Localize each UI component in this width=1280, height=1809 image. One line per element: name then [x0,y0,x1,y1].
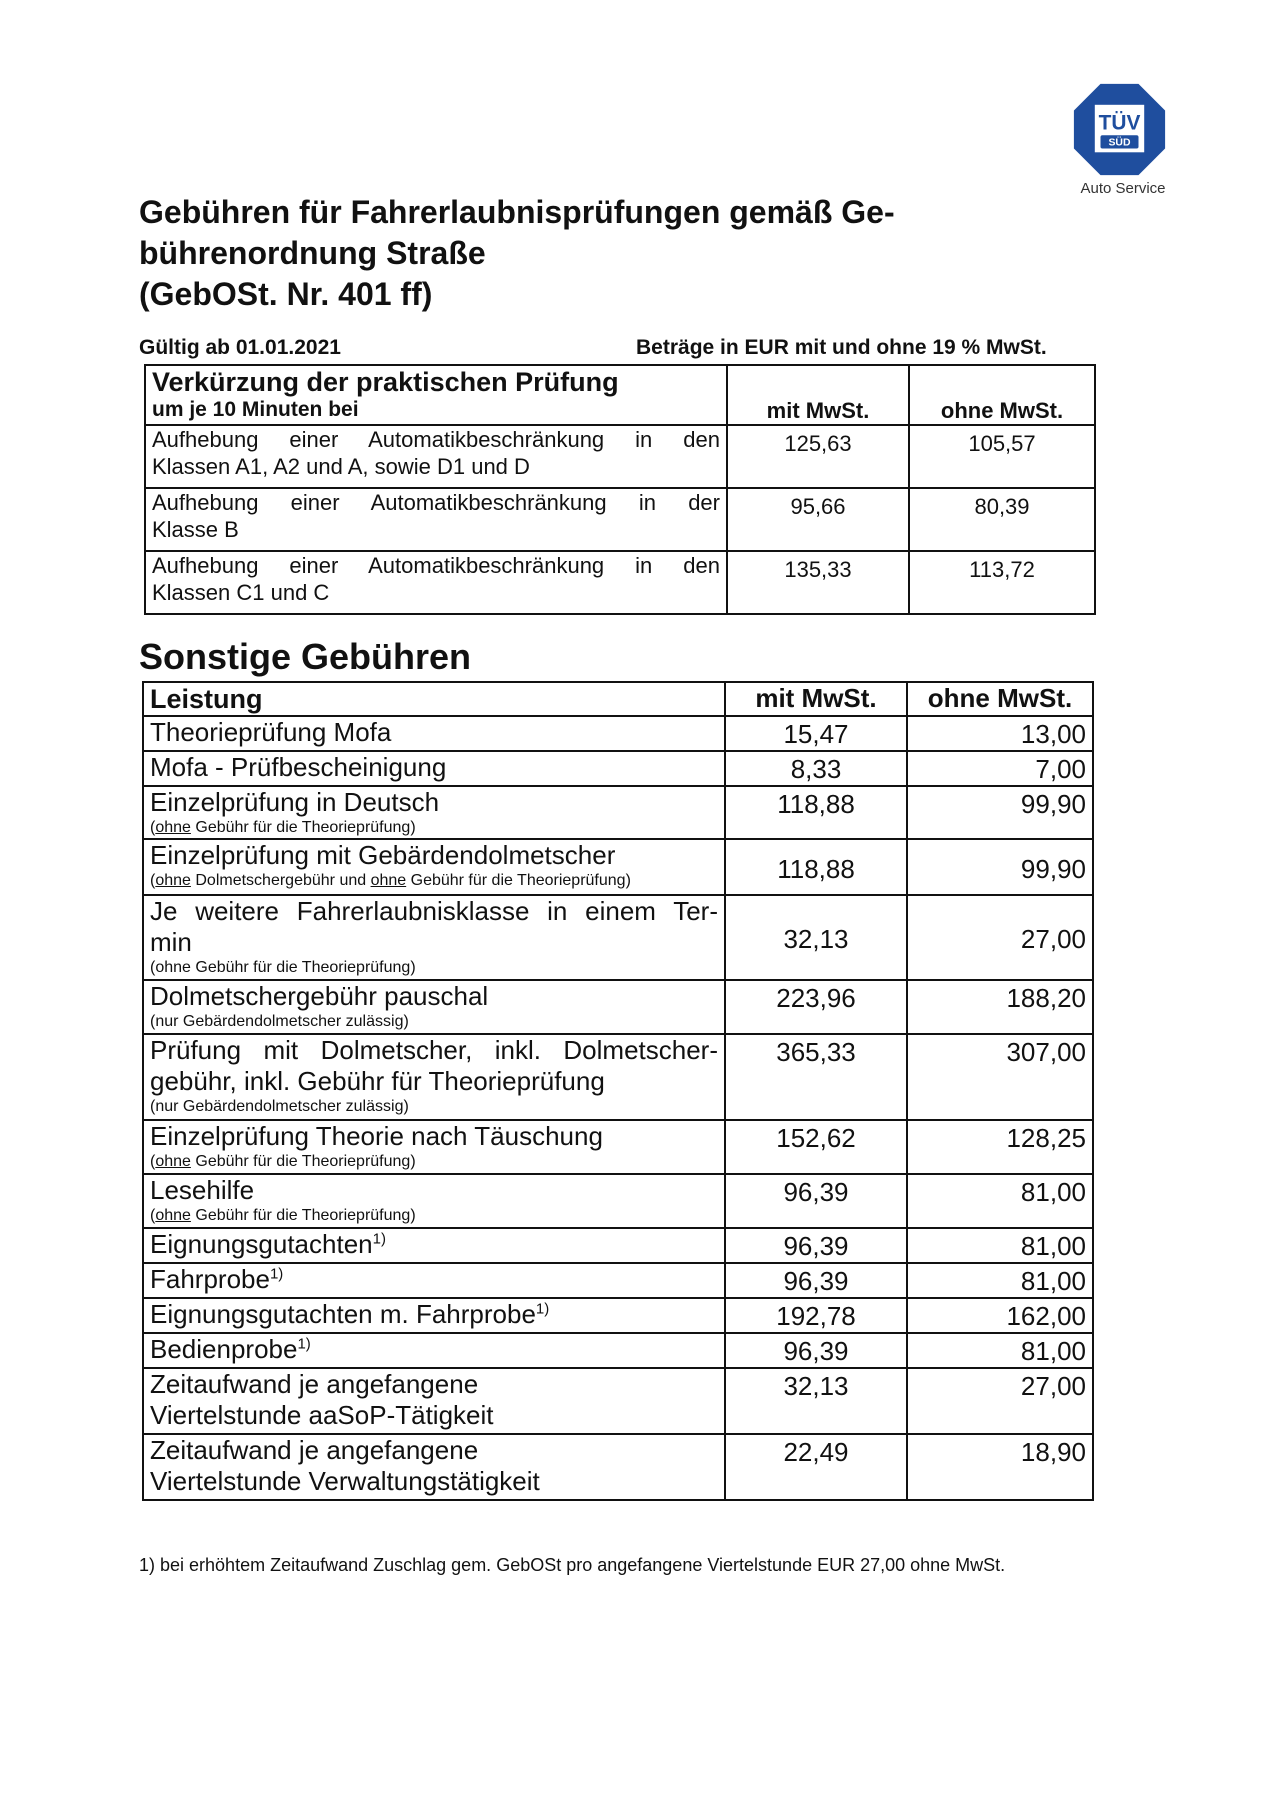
col-without: ohne MwSt. [907,682,1093,716]
price-with-vat: 125,63 [727,425,909,488]
service-label-line-2: min [150,927,192,957]
row-label-line-2: Klassen A1, A2 und A, sowie D1 und D [152,454,530,479]
other-fees-table [142,681,1094,1501]
service-label: Eignungsgutachten [150,1229,373,1259]
price-without-vat: 113,72 [909,551,1095,614]
price-without-vat: 13,00 [907,716,1093,751]
price-with-vat: 96,39 [725,1174,907,1228]
service-cell [143,895,725,980]
table1-col-without: ohne MwSt. [909,365,1095,425]
service-label: Mofa - Prüfbescheinigung [143,751,725,786]
note-text-2: Gebühr für die Theorieprüfung) [406,872,631,889]
logo-text-sud: SÜD [1108,137,1131,149]
footnote-ref: 1) [269,1265,284,1283]
price-without-vat: 27,00 [907,1368,1093,1434]
service-label-line-1: Zeitaufwand je angefangene [150,1369,479,1399]
table-row [143,1034,1093,1120]
row-label [145,551,727,614]
footnote-ref: 1) [535,1300,550,1318]
service-cell [143,1174,725,1228]
service-label-line-1: Zeitaufwand je angefangene [150,1435,479,1465]
service-label-line-2: Viertelstunde Verwaltungstätigkeit [150,1466,540,1496]
footnote-ref: 1) [297,1335,311,1353]
note-ohne: ohne [155,819,191,836]
table1-subheading: um je 10 Minuten bei [152,398,359,421]
price-without-vat: 81,00 [907,1228,1093,1263]
service-label: Einzelprüfung mit Gebärdendolmetscher [150,840,616,870]
service-cell [143,980,725,1034]
service-note: (nur Gebärdendolmetscher zulässig) [150,1098,409,1115]
price-with-vat: 32,13 [725,1368,907,1434]
price-with-vat: 96,39 [725,1263,907,1298]
note-text: Gebühr für die Theorieprüfung) [190,819,416,836]
service-label: Eignungsgutachten m. Fahrprobe [150,1299,536,1329]
service-note: (ohne Gebühr für die Theorieprüfung) [150,1153,416,1170]
service-cell [143,1228,725,1263]
price-with-vat: 152,62 [725,1120,907,1174]
price-with-vat: 96,39 [725,1333,907,1368]
table-row [143,839,1093,895]
table-header-row [143,682,1093,716]
table-row [143,1263,1093,1298]
note-ohne-2: ohne [370,872,407,889]
table-row [143,751,1093,786]
service-note: (ohne Gebühr für die Theorieprüfung) [150,959,416,976]
table1-heading-cell [145,365,727,425]
service-cell [143,1368,725,1434]
price-with-vat: 95,66 [727,488,909,551]
price-with-vat: 96,39 [725,1228,907,1263]
service-label-line-2: gebühr, inkl. Gebühr für Theorieprüfung [150,1066,605,1096]
price-without-vat: 18,90 [907,1434,1093,1500]
title-line-1: Gebühren für Fahrerlaubnisprüfungen gemäß Ge- [139,194,895,230]
logo-caption: Auto Service [1080,180,1166,197]
service-cell [143,1434,725,1500]
footnote-ref: 1) [372,1230,386,1248]
valid-from: Gültig ab 01.01.2021 [139,336,341,359]
table-row [143,1120,1093,1174]
table-row [143,1333,1093,1368]
service-label: Dolmetschergebühr pauschal [150,981,489,1011]
price-with-vat: 15,47 [725,716,907,751]
price-without-vat: 81,00 [907,1174,1093,1228]
table-row [143,1368,1093,1434]
table-row [143,1228,1093,1263]
note-text: Dolmetschergebühr und [190,872,371,889]
price-with-vat: 192,78 [725,1298,907,1333]
note-ohne: ohne [155,872,191,889]
table-row [143,1434,1093,1500]
row-label-line-1: Aufhebung einer Automatikbeschränkung in der [152,490,720,515]
price-without-vat: 27,00 [907,895,1093,980]
price-without-vat: 81,00 [907,1333,1093,1368]
price-without-vat: 162,00 [907,1298,1093,1333]
table-row [145,488,1095,551]
service-cell [143,839,725,895]
table-header-row [145,365,1095,425]
price-without-vat: 188,20 [907,980,1093,1034]
service-cell [143,1263,725,1298]
service-label-line-2: Viertelstunde aaSoP-Tätigkeit [150,1400,494,1430]
price-without-vat: 99,90 [907,839,1093,895]
service-label: Einzelprüfung Theorie nach Täuschung [150,1121,603,1151]
service-cell [143,1120,725,1174]
service-cell [143,1333,725,1368]
logo-text-tuv: TÜV [1098,111,1141,135]
price-with-vat: 22,49 [725,1434,907,1500]
amounts-note: Beträge in EUR mit und ohne 19 % MwSt. [636,336,1047,359]
service-label-line-1: Prüfung mit Dolmetscher, inkl. Dolmetscher- [150,1035,718,1065]
price-without-vat: 105,57 [909,425,1095,488]
footnote: 1) bei erhöhtem Zeitaufwand Zuschlag gem. GebOSt pro angefangene Viertelstunde EUR 27,00 ohne MwSt. [139,1555,1006,1575]
service-cell [143,786,725,839]
row-label-line-1: Aufhebung einer Automatikbeschränkung in den [152,427,720,452]
price-with-vat: 8,33 [725,751,907,786]
price-without-vat: 7,00 [907,751,1093,786]
table-row [143,895,1093,980]
service-label: Fahrprobe [150,1264,270,1294]
table-row [145,551,1095,614]
price-with-vat: 135,33 [727,551,909,614]
shortening-table [144,364,1096,615]
table-row [143,716,1093,751]
service-label: Bedienprobe [150,1334,298,1364]
service-label: Lesehilfe [150,1175,255,1205]
service-note: (ohne Dolmetschergebühr und ohne Gebühr für die Theorieprüfung) [150,872,631,889]
service-note: (ohne Gebühr für die Theorieprüfung) [150,819,416,836]
table-row [143,1174,1093,1228]
table1-col-with: mit MwSt. [727,365,909,425]
service-cell [143,1298,725,1333]
service-label: Theorieprüfung Mofa [143,716,725,751]
title-line-3: (GebOSt. Nr. 401 ff) [139,276,433,312]
row-label [145,488,727,551]
service-note: (ohne Gebühr für die Theorieprüfung) [150,1207,416,1224]
price-with-vat: 118,88 [725,839,907,895]
row-label-line-2: Klasse B [152,517,239,542]
title-line-2: bührenordnung Straße [139,235,486,271]
note-ohne: ohne [155,1207,191,1224]
note-text: Gebühr für die Theorieprüfung) [190,1207,416,1224]
section-title-other-fees: Sonstige Gebühren [139,636,472,677]
table-row [143,1298,1093,1333]
col-service: Leistung [143,682,725,716]
table-row [143,786,1093,839]
service-label: Einzelprüfung in Deutsch [150,787,440,817]
price-with-vat: 365,33 [725,1034,907,1120]
price-with-vat: 32,13 [725,895,907,980]
price-without-vat: 81,00 [907,1263,1093,1298]
note-text: Gebühr für die Theorieprüfung) [190,1153,416,1170]
note-ohne: ohne [155,1153,191,1170]
table-row [145,425,1095,488]
price-without-vat: 307,00 [907,1034,1093,1120]
row-label-line-1: Aufhebung einer Automatikbeschränkung in den [152,553,720,578]
price-without-vat: 128,25 [907,1120,1093,1174]
price-with-vat: 118,88 [725,786,907,839]
page-title [139,192,959,315]
col-with: mit MwSt. [725,682,907,716]
table-row [143,980,1093,1034]
price-without-vat: 99,90 [907,786,1093,839]
table1-heading: Verkürzung der praktischen Prüfung [152,367,619,397]
service-label-line-1: Je weitere Fahrerlaubnisklasse in einem Ter- [150,896,718,926]
row-label-line-2: Klassen C1 und C [152,580,330,605]
service-cell [143,1034,725,1120]
price-without-vat: 80,39 [909,488,1095,551]
price-with-vat: 223,96 [725,980,907,1034]
row-label [145,425,727,488]
tuv-sud-logo [1072,82,1167,177]
service-note: (nur Gebärdendolmetscher zulässig) [150,1013,409,1030]
